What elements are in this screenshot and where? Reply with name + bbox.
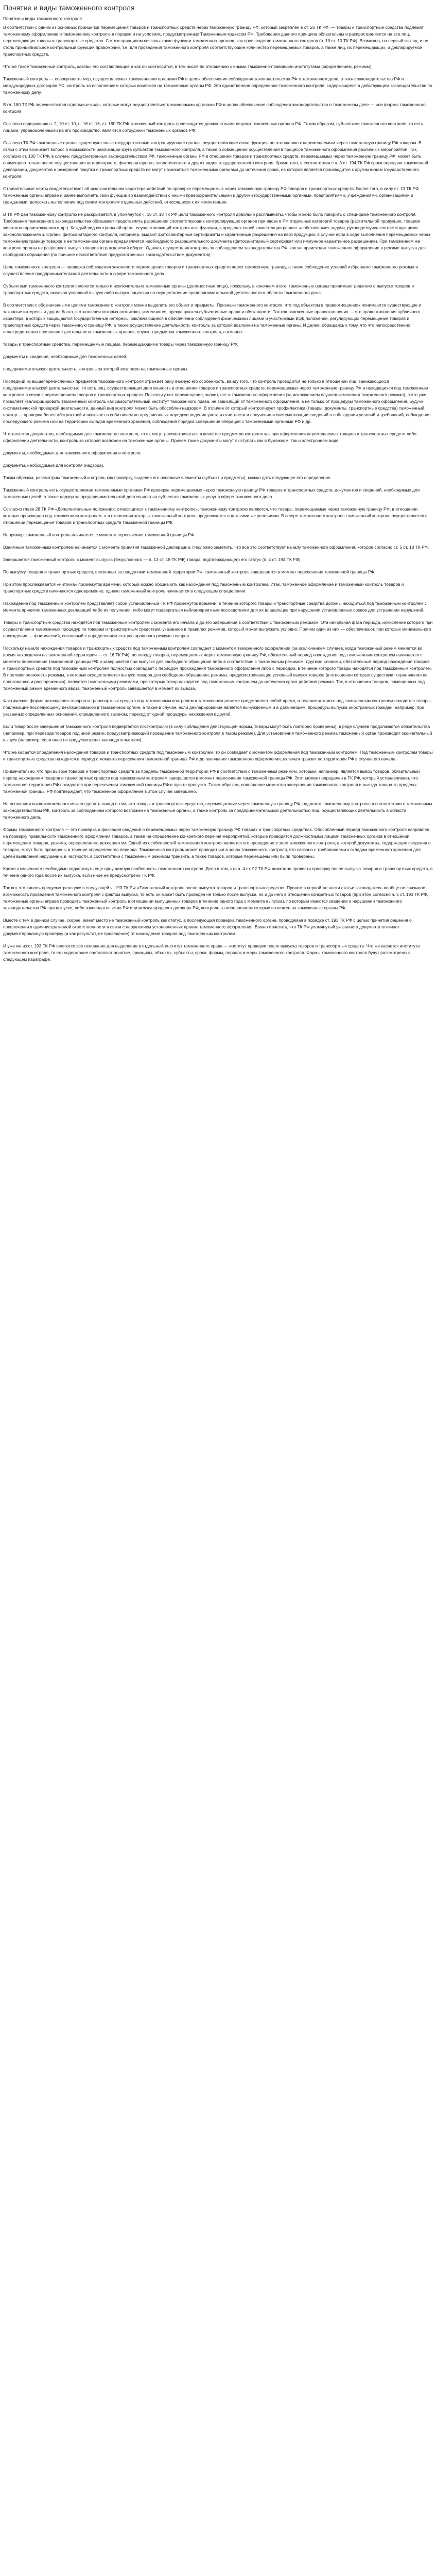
article-body [3,15,433,963]
article-paragraph: При этом прослеживается «ниточка» промежуток времени, который можно обозначить как нахождения под таможенным контролем. Итак, таможенное оформление и таможенный контроль товаров и транспортных средств начинаются одновременно, однако таможенный контроль начинается в следующем определении: [3,582,404,594]
article-paragraph: Если товар после завершения таможенного контроля подвергается постконтролю (в силу соблюдения действующей нормы, товары могут быть повторно проверены), в ряде случаев продолжаются обязательства (например, при переводе товаров под иной режим, предусматривающий проведение таможенного контроля в таком режиме). Для установления таможенного режима таможенный орган производит окончательный выпуск (например, если иное не предусмотрено законодательством). [3,724,432,742]
article-paragraph: Так вот это «иное» предусмотрено уже в следующей ч. 193 ТК РФ «Таможенный контроль после выпуска товаров и транспортных средств». Причем в первой же части статьи законодатель вообще не связывает возможность проведения таможенного контроля с фактом выпуска, то есть он может быть проведен не только после выпуска, но и до него в отношении конкретных товаров (при этом согласно ч. 5 ст. 193 ТК РФ, таможенные органы вправе проводить таможенный контроль в отношении выпущенных товаров в течение одного года с момента выпуска), по которым имеются сведения о нарушении таможенного законодательства РФ при выпуске, либо законодательства РФ или международного договора РФ, контроль за исполнением которых возложен на таможенные органы РФ. [3,885,428,910]
article-paragraph: Вместе с тем в данном случае, скорее, имеет место не таможенный контроль как статус, а последующая проверка таможенного органа, проводимая в порядке ст. 193 ТК РФ с целью принятия решения о привлечении к административной ответственности в связи с нарушением установленных правил таможенного оформления. Важно отметить, что ТК РФ упомянутый указанного документа отличает документированную проверку (и как результат, ее проведение) от нахождения товаров под таможенным контролем. [3,918,412,936]
article-paragraph: предпринимательская деятельность, контроль за которой возложен на таможенные органы. [3,366,189,371]
article-paragraph: Согласно главе 28 ТК РФ «Дополнительные положения, относящиеся к таможенному контролю», таможенному контролю являются, что товары, перемещаемые через таможенную границу РФ, в отношении которых произведен под таможенным контролем, а в отношении которых таможенный контроль продолжается под такими же условиями. В сфере таможенного контроля таможенный контроль осуществляется в отношении перемещения товаров и транспортных средств таможенной границы РФ. [3,506,428,525]
article-paragraph: В соответствии с одним из основных принципов перемещения товаров и транспортных средств через таможенную границу РФ, который закреплен в ст. 26 ТК РФ, — товары и транспортные средства подлежат таможенному оформлению и таможенному контролю в порядке и на условиях, предусмотренных Таможенным кодексом РФ. Требования данного принципа обязательны и распространяются на все лиц, перемещающих товары и транспортные средства. С этим принципом связаны такие функции таможенных органов, как производство таможенного контроля (п. 10 ст. 10 ТК РФ). Возможно, на первый взгляд, и не столь принципиальное контрольный функций правомочий, т.е. для проведения таможенного контроля соответствующие количество перемещаемых товаров, а также лиц, их перемещающих, и декларируемой транспортных средств. [3,25,428,57]
article-paragraph: В гл. 180 ТК РФ перечисляются отдельные виды, которые могут осуществляться таможенными органами РФ в целях обеспечения соблюдения законодательства о таможенном деле — или формы таможенного контроля. [3,102,426,114]
article-paragraph: В ТК РФ дан таможенному контролю не раскрывается, в упомянутой ч. 16 ст. 18 ТК РФ цели таможенного контроля довольно расплывчаты, чтобы можно было говорить о специфике таможенного контроля. Требования таможенного законодательства обязывают представлять разрешения соответствующих контролирующих органов при ввозе в РФ отдельных категорий товаров (растительной продукции, товаров животного происхождения и др.). Каждый вид контрольной орган, осуществляющий контрольные функции, в пределах своей компетенции решает «собственные» задачи, руководствуясь соответствующими законоположениями. Органы фитосанитарного контроля, например, выдают фитосанитарные сертификаты и карантинные разрешения на ввоз продукции, в случае если в ходе выполнения перемещаемых через таможенную границу товаров в ее таможенном органе предъявляется необходимого разрешительного документа (фитосанитарный сертификат или иммунное карантинное разрешение). При таможенном же контроле органы не разрешают выпуск товаров в гражданский оборот. Однако, осуществляя контроль за соблюдением законодательства РФ, как же происходит таможенное оформление в режиме выпуска для свободного обращения (по причине несоответствия предусмотренных законодательством документов). [3,212,430,257]
article-paragraph: Что же касается определения нахождения товаров и транспортных средств под таможенным контролем, то он совпадает с моментом оформления под таможенным контролем. Под таможенным контролем товары и транспортные средства находятся в период с момента пересечения таможенной границы РФ и до окончания таможенного оформления, включая транзит по территории РФ в случае его начала. [3,750,433,761]
article-paragraph: Отличительные черты свидетельствуют об исключительном характере действий по проверке перемещаемых через таможенную границу РФ товаров и транспортных средств. Более того, в силу ст. 13 ТК РФ таможенные органы вправе и ранее выполнять свои функции во взаимодействии с иными правоохранительными и другими государственными органами, предприятиями, учреждениями, организациями и гражданами, допускать выполнение под своим контролем отдельных действий, относящихся к их компетенции. [3,186,419,205]
article-paragraph: Поскольку начало нахождения товаров и транспортных средств под таможенным контролем совпадает с моментом таможенного оформления (за исключением случаев, когда таможенный режим меняется во время нахождения на таможенной территории — ст. 16 ТК РФ), по поводу товаров, перемещаемых через таможенную границу РФ, обязательный период нахождения под таможенным контролем начинается с момента пересечения таможенной границы РФ и завершается при выпуске для свободного обращения либо в соответствии с таможенным режимом. Другими словами, обязательный период нахождения товаров и транспортных средств под таможенным контролем полностью совпадает с периодом прохождения таможенного оформления либо с периодом, в течение которого товары находятся под таможенным контролем. В противоположность режимы, в которых осуществляется выпуск товаров для свободного обращения, режимы, предусматривающие условный выпуск товаров (в отношении которых существуют ограничения по пользованию и распоряжению), являются таможенными режимами, при которых товар находится под таможенным контролем до истечения срока действия режима. Так, в отношении товаров, помещенных под таможенный режим временного ввоза, таможенный контроль завершается в момент их вывоза. [3,646,432,691]
article-paragraph: По выпуску товаров и транспортных средств, ввезенных за пределами таможенной территории РФ, таможенный контроль завершается в момент пересечения таможенной границы РФ. [3,569,376,574]
article-paragraph: Например, таможенный контроль начинается с момента пересечения таможенной границы РФ. [3,532,196,537]
article-paragraph: Фактическая форма нахождения товаров и транспортных средств под таможенным контролем в таможенном режиме представляет собой время, в течение которого под таможенным контролем находятся товары, подлежащие последующему декларированию в таможенном органе, а также в случае, если декларирование является вынужденным и в дальнейшем, процедуры выпуска иностранных граждан, например, при указанных определенных оснований, определенного законом, переход от одной процедуры нахождения к другой. [3,698,432,717]
article-paragraph: Таким образом, рассмотрим таможенный контроль как проверку, выделив его основные элементы (субъект и предметы), можно дать следующее его определение. [3,475,332,480]
article-paragraph: Кроме отмеченного необходимо подчеркнуть еще одну важную особенность таможенного контроля. Дело в том, что ч. 4 ст. 92 ТК РФ возможно провести проверку после выпуска товаров и транспортных средств, в течение одного года после их выпуска, если иное не предусмотрено ТК РФ. [3,866,433,878]
article-paragraph: Взаимным таможенным контролем начинается с момента принятия таможенной декларации. Несложно заметить, что все это соответствует началу таможенного оформления, которое согласно ст. 5 ст. 18 ТК РФ. [3,545,429,550]
article-paragraph: Что касается документов, необходимых для таможенного контроля, то их могут рассматриваться в качестве предметов контроля как при оформлении перемещаемых товаров и транспортных средств либо оформлении деятельности, контроль за которой возложен на таможенные органы. Причем такие документы могут выступать как в бумажном, так и электронном виде. [3,431,416,443]
article-paragraph: Товары и транспортные средства находятся под таможенным контролем с момента его начала и до его завершения в соответствии с таможенным режимом. Эта начальная фаза периода, исчисление которого при осуществлении таможенных процедур по товарам и транспортным средствам, указанное в правилах режимов, который может выпускать условно. Причем один из них — обеспечивают, при которых минимального нахождения — фактический, связанный с определением статуса правового режима товаров. [3,620,433,638]
article-paragraph: документы, необходимые для таможенного оформления и контроля; [3,450,142,455]
article-paragraph: Формы таможенного контроля — это проверка и фиксация сведений о перемещаемых через таможенную границу РФ товарах и транспортных средствах. Обособленный период таможенного контроля направлен на проверку правильности таможенного оформления товаров, а также на определение конкретного перечня мероприятий, которые проводятся должностными лицами таможенных органов в отношении перемещения товаров, режима, определенного декларантом. Одной из особенностей таможенного контроля является его проведение в зоне таможенного контроля, в которой документы, содержащие сведения о товарах, могут быть проверены в течение определенного периода. Таможенный контроль может проводиться в зонах таможенного контроля, что связано с требованиями к складам временного хранения для целей выявления нарушений, в частности, в соответствии с таможенным режимом транзита, а также товаров, которые перемещены или были проверены. [3,827,431,859]
article-paragraph: И уже же из ст. 193 ТК РФ являются все основания для выделения в отдельный институт таможенного права — институт проверки после выпуска товаров и транспортных средств. Что же касается института таможенного контроля, то его содержание составляют понятие, принципы, объекты, субъекты, сроки, формы, порядок и меры таможенного контроля. Формы таможенного контроля будут рассмотрены в следующем параграфе. [3,943,420,962]
article-paragraph: Согласно содержанию п. 2, 10 ст. 10, п. 16 ст. 16, ст. 180 ТК РФ таможенный контроль производится должностными лицами таможенных органов РФ. Таким образом, субъектами таможенного контроля, то есть лицами, управомоченными на его производство, являются сотрудники таможенных органов РФ. [3,121,423,133]
article-paragraph: Цель таможенного контроля — проверка соблюдения законности перемещения товаров и транспортных средств через таможенную границу, а также соблюдение условий избранного таможенного режима и осуществления предпринимательской деятельности в сфере таможенного дела. [3,264,418,276]
article-paragraph: Что же такое таможенный контроль, каковы его составляющие и как он соотносится, в том числе по отношению с иными таможенно-правовыми институтами (оформлением, режимы). [3,64,373,69]
article-paragraph: Последний из вышеперечисленных предметов таможенного контроля отражает одну важную его особенность, ввиду того, что контроль проводится не только в отношении лиц, занимающихся предпринимательской деятельностью, то есть лиц, осуществляющих деятельность в отношении товаров и транспортных средств, перемещаемых через таможенную границу РФ и находящихся под таможенным контролем в связи с перемещением товаров и транспортных средств. Поскольку нет перемещения, значит, нет и таможенного оформления (за исключением случаев изменения таможенного режима), а это уже позволяет квалифицировать таможенный контроль как самостоятельный институт таможенного права, не зависящий от таможенного оформления, а не только от процедуры таможенного оформления. Будучи систематической проверкой деятельности, данный вид контроля может быть обособлен надзором. В отличие от который контролирует профилактики (товары, документы, транспортные средства) таможенный надзор — проверка более абстрактной и включает в себя ничем не предписанных порядков ведения учета и отчетности и получения и систематизации сведений о соблюдении условий и требований, соблюдения последующего режима или на территории складов временного хранения, соблюдения порядка совершения операций с таможенными органами РФ и др. [3,379,431,424]
article-paragraph: товары и транспортные средства, перемещаемые лицами, перемещающими товары через таможенную границу РФ; [3,342,238,347]
article-paragraph: Нахождение под таможенным контролем представляет собой установленный ТК РФ промежуток времени, в течение которого товары и транспортные средства должны находиться под таможенным контролем с момента принятия таможенных деклараций либо их получения, либо могут подвергаться неблагоприятным последствиям для их владельцев при нарушении установленных сроков для устранения нарушений. [3,601,427,613]
article [0,0,436,974]
article-paragraph: В соответствии с обозначенными целями таможенного контроля можно выделить его объект и предметы. Признаки таможенного контроля, что под объектом в правоотношениях понимаются существующие и законные интересы и другие блага, в отношении которых возникают, изменяются, прекращаются субъективные права и обязанности. Так как таможенные правоотношения — это правоотношения публичного характера, в которых защищаются государственные интересы, заключающиеся в обеспечении соблюдения физическими лицами и участниками ВЭД положений, регулирующих перемещение товаров и транспортных средств через таможенную границу РФ, а также осуществление деятельности, контроль за которой возложен на таможенные органы. И далее, обращаясь к тому, что что непосредственно непосредственно проявление деятельности таможенных органов, служат предметом таможенного контроля, а именно: [3,302,422,334]
article-paragraph: Согласно ТК РФ таможенные органы существуют иные государственные контролирующие органы, осуществляющие свою функцию по отношению к перемещаемым через таможенную границу РФ товарам. В связи с этим возникает вопрос о возможности реализации круга субъектов таможенного контроля, а также о совмещении осуществления в процессе таможенного оформления различных мероприятий. Так, согласно ст. 130 ТК РФ, в случае, предусмотренных законодательством РФ, таможенные органы РФ в отношении товаров и транспортных средств, перемещаемых через таможенную границу РФ, может быть совмещено только после осуществления ветеринарного, фитосанитарного, экологического и других видов государственного контроля. Кроме того, в соответствии с ч. 3 ст. 194 ТК РФ сроки передачи таможенной декларации, документов и резервной покупки и транспортных средств не могут назначаться таможенными органами до истечения срока, на которой является производится к другим видам государственного контроля. [3,140,428,179]
article-paragraph: документы и сведения, необходимые для таможенных целей; [3,354,128,359]
article-subtitle: Понятие и виды таможенного контроля [3,16,82,21]
article-paragraph: Таможенный контроль есть осуществляемая таможенными органами РФ проверка перемещаемых через таможенную границу РФ товаров и транспортных средств, документов и сведений, необходимых для таможенных целей, а также надзор за предпринимательской деятельностью субъектов таможенных услуг в сфере таможенного дела. [3,487,420,499]
article-paragraph: Завершается таможенный контроль в момент выпуска (безусловного — п. 13 ст. 18 ТК РФ) товара, подтверждающего его статус (п. 4 ст. 194 ТК РФ). [3,557,302,562]
page-title: Понятие и виды таможенного контроля [3,4,135,12]
article-paragraph: Примечательно, что при вывозе товаров и транспортных средств за пределы таможенной территории РФ в соответствии с таможенным режимом, которым, например, является вывоз товаров, обязательный период нахождения товаров и транспортных средств под таможенным контролем завершается в момент пересечения таможенной границы РФ. Этот момент определен в ТК РФ, который устанавливает, что таможенная территория РФ покидается при пересечении таможенной границы РФ в пункте пропуска. Таким образом, совпадение моментов завершения таможенного контроля и выезда товара за пределы таможенной границы РФ подтверждает, что таможенное оформление в этом случае завершено. [3,769,420,794]
article-paragraph: На основании вышеизложенного можно сделать вывод о том, что товары и транспортные средства, перемещаемые через таможенную границу РФ, подлежат таможенному контролю в соответствии с таможенным законодательством РФ, контроль за соблюдением которого возложен на таможенные органы, а также контроль за предпринимательской деятельностью лиц, осуществляющих деятельность в области таможенного дела. [3,801,432,820]
article-paragraph: документы, необходимые для контроля (надзора). [3,463,104,468]
article-paragraph: Таможенный контроль — совокупность мер, осуществляемых таможенными органами РФ в целях обеспечения соблюдения законодательства РФ о таможенном деле, а также законодательства РФ и международных договоров РФ, контроль за исполнением которых возложен на таможенные органы РФ. Это единственное определение таможенного контроля, содержащееся в действующем законодательстве по таможенному делу. [3,76,432,95]
article-paragraph: Субъектами таможенного контроля являются только и исключительно таможенные органы (должностные лица), поскольку, в конечном итоге, таможенные органы принимают решение о выпуске товаров и транспортных средств, включая условный выпуск либо выпуск лицензии на осуществление предпринимательской деятельности в области таможенного дела. [3,283,414,295]
